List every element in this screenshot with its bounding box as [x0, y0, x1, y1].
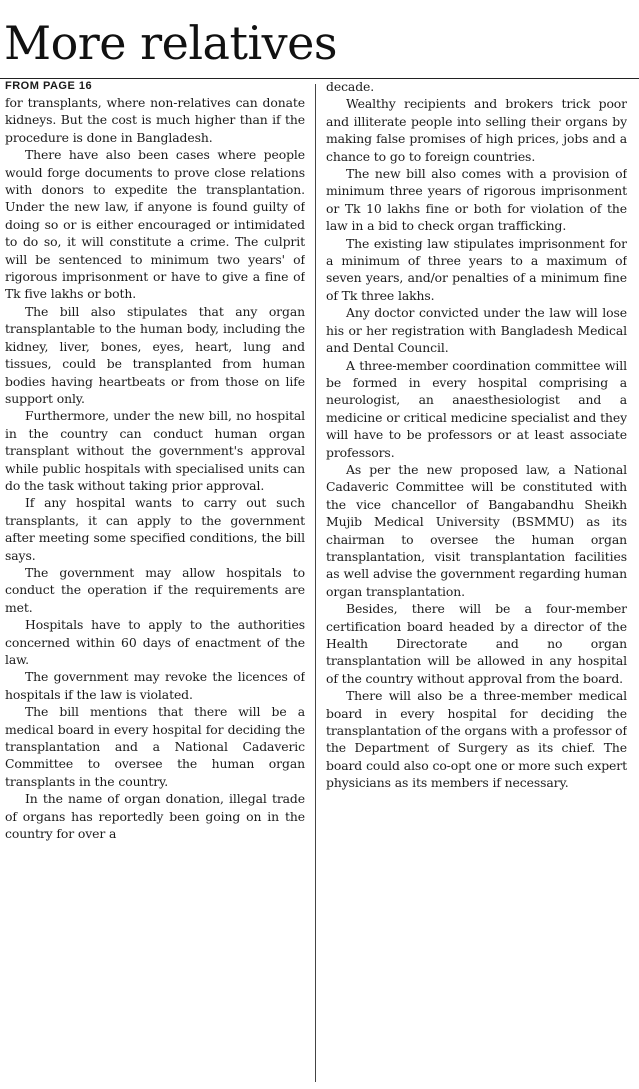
paragraph: decade.	[326, 79, 375, 94]
paragraph: As per the new proposed law, a National Cadaveric Committee will be constituted with the vice chancellor of Bangabandhu Sheikh Mujib Medical University (BSMMU) as its chairman to oversee the human organ transplantation, visit transplantation facilities as well advise the government regarding human organ transplantation.	[326, 461, 627, 599]
paragraph: If any hospital wants to carry out such transplants, it can apply to the government after meeting some specified conditions, the bill says.	[5, 495, 305, 563]
paragraph: The bill mentions that there will be a medical board in every hospital for deciding the transplantation and a National Cadaveric Committee to oversee the human organ transplants in the country.	[5, 704, 305, 789]
paragraph: The new bill also comes with a provision of minimum three years of rigorous imprisonment or Tk 10 lakhs fine or both for violation of the law in a bid to check organ trafficking.	[326, 166, 627, 234]
left-column	[5, 78, 305, 1083]
paragraph: The government may allow hospitals to conduct the operation if the requirements are met.	[5, 564, 305, 615]
right-column	[326, 78, 627, 1083]
column-divider	[315, 84, 316, 1082]
paragraph: Wealthy recipients and brokers trick poor and illiterate people into selling their organs by making false promises of high prices, jobs and a chance to go to foreign countries.	[326, 96, 627, 164]
paragraph: In the name of organ donation, illegal trade of organs has reportedly been going on in the country for over a	[5, 791, 305, 842]
paragraph: The bill also stipulates that any organ transplantable to the human body, including the kidney, liver, bones, eyes, heart, lung and tissues, could be transplanted from human bodies having heartbeats or from those on life support only.	[5, 303, 305, 406]
paragraph: Besides, there will be a four-member certification board headed by a director of the Health Directorate and no organ transplantation will be allowed in any hospital of the country without approval from the board.	[326, 601, 627, 686]
jump-line: FROM PAGE 16	[5, 80, 93, 92]
paragraph: There will also be a three-member medical board in every hospital for deciding the transplantation of the organs with a professor of the Department of Surgery as its chief. The board could also co-opt one or more such expert physicians as its members if necessary.	[326, 688, 627, 791]
headline: More relatives	[4, 16, 337, 70]
paragraph: Any doctor convicted under the law will lose his or her registration with Bangladesh Medical and Dental Council.	[326, 305, 627, 356]
paragraph: Hospitals have to apply to the authorities concerned within 60 days of enactment of the law.	[5, 617, 305, 667]
paragraph: The existing law stipulates imprisonment for a minimum of three years to a maximum of seven years, and/or penalties of a minimum fine of Tk three lakhs.	[326, 235, 627, 303]
paragraph: A three-member coordination committee will be formed in every hospital comprising a neurologist, an anaesthesiologist and a medicine or critical medicine specialist and they will have to be professors or at least associate professors.	[326, 357, 627, 460]
paragraph: The government may revoke the licences of hospitals if the law is violated.	[5, 669, 305, 702]
paragraph: There have also been cases where people would forge documents to prove close relations with donors to expedite the transplantation. Under the new law, if anyone is found guilty of doing so or is either encouraged or intimidated to do so, it will constitute a crime. The culprit will be sentenced to minimum two years' of rigorous imprisonment or have to give a fine of Tk five lakhs or both.	[5, 147, 305, 302]
paragraph: Furthermore, under the new bill, no hospital in the country can conduct human organ transplant without the government's approval while public hospitals with specialised units can do the task without taking prior approval.	[5, 408, 305, 493]
paragraph: for transplants, where non-relatives can donate kidneys. But the cost is much higher than if the procedure is done in Bangladesh.	[5, 95, 305, 145]
